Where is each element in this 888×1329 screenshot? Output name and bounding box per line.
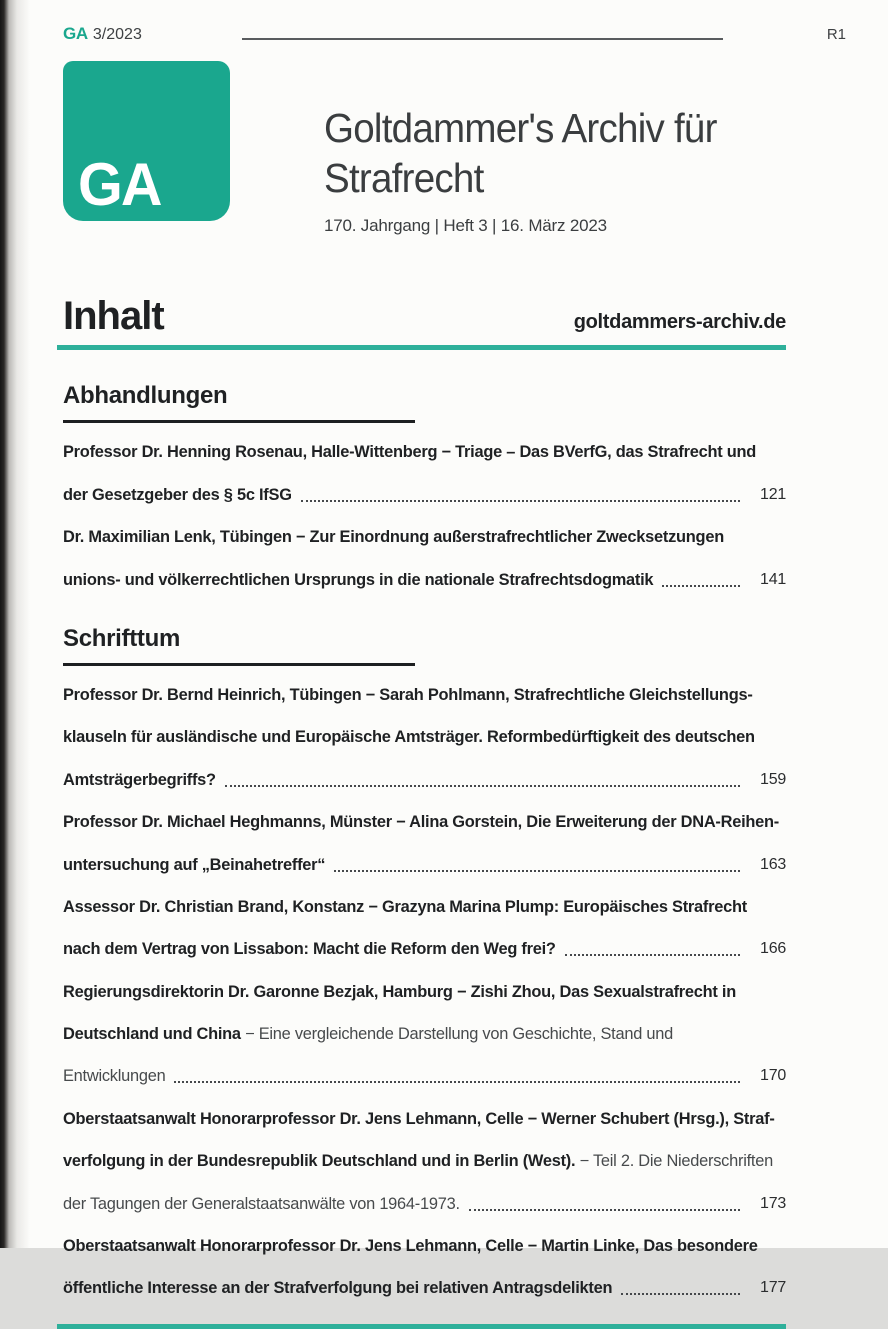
entry-line: der Gesetzgeber des § 5c IfSG [63, 485, 292, 504]
entry-line: Regierungsdirektorin Dr. Garonne Bezjak, Hamburg − Zishi Zhou, Das Sexualstrafrecht in [63, 982, 736, 1001]
dot-leader [565, 954, 740, 956]
teal-divider-top [57, 345, 786, 350]
journal-title-block [324, 61, 742, 236]
contents-heading: Inhalt [63, 294, 164, 338]
section-entries [63, 439, 786, 592]
entry-line: Oberstaatsanwalt Honorarprofessor Dr. Jens Lehmann, Celle − Werner Schubert (Hrsg.), Straf- [63, 1109, 775, 1128]
running-head-brand [63, 24, 142, 45]
entry-line: nach dem Vertrag von Lissabon: Macht die Reform den Weg frei? [63, 940, 556, 959]
entry-line: klauseln für ausländische und Europäische Amtsträger. Reformbedürftigkeit des deutschen [63, 728, 755, 747]
dot-leader [662, 585, 740, 587]
dot-leader [225, 785, 740, 787]
dot-leader [334, 870, 740, 872]
toc-entry: Oberstaatsanwalt Honorarprofessor Dr. Jens Lehmann, Celle − Werner Schubert (Hrsg.), Straf- verfolgung in der Bundesrepublik Deutschland und in Berlin (West). − Teil 2. Die Niederschriften der Tagungen der Generalstaatsanwälte von 1964-1973. 173 [63, 1106, 786, 1217]
toc-content [0, 382, 888, 1301]
journal-logo [63, 61, 230, 221]
entry-line: Professor Dr. Bernd Heinrich, Tübingen − Sarah Pohlmann, Strafrechtliche Gleichstellungs- [63, 685, 753, 704]
dot-leader [174, 1081, 740, 1083]
toc-entry [63, 1233, 786, 1301]
page-number: 159 [760, 770, 786, 788]
entry-line: unions- und völkerrechtlichen Ursprungs in die nationale Strafrechtsdogmatik [63, 570, 654, 589]
page-number: 177 [760, 1279, 786, 1297]
toc-entry [63, 809, 786, 877]
dot-leader [469, 1209, 740, 1211]
contents-heading-row [0, 296, 888, 336]
section-heading-abhandlungen: Abhandlungen [63, 382, 228, 409]
masthead [0, 45, 888, 236]
entry-line: Deutschland und China [63, 1025, 246, 1044]
entry-line: Oberstaatsanwalt Honorarprofessor Dr. Jens Lehmann, Celle − Martin Linke, Das besondere [63, 1237, 758, 1256]
page-number: 141 [760, 570, 786, 588]
entry-line: Assessor Dr. Christian Brand, Konstanz − Grazyna Marina Plump: Europäisches Strafrecht [63, 897, 747, 916]
page-number: 170 [760, 1067, 786, 1085]
entry-line: Dr. Maximilian Lenk, Tübingen − Zur Einordnung außerstrafrechtlicher Zwecksetzungen [63, 528, 724, 547]
journal-title-line1: Goltdammer's Archiv für [324, 105, 717, 151]
entry-line: öffentliche Interesse an der Strafverfolgung bei relativen Antragsdelikten [63, 1279, 613, 1298]
dot-leader [621, 1293, 740, 1295]
running-head [0, 0, 888, 45]
issue-number: 3/2023 [92, 26, 142, 43]
section-underline [63, 420, 415, 423]
journal-logo-text: GA [78, 151, 161, 218]
page-number: 121 [760, 485, 786, 503]
toc-entry [63, 682, 786, 793]
entry-line: untersuchung auf „Beinahetreffer“ [63, 855, 326, 874]
journal-abbrev: GA [63, 24, 88, 43]
page-number: 166 [760, 940, 786, 958]
teal-divider-bottom [57, 1324, 786, 1329]
journal-website: goltdammers-archiv.de [573, 311, 786, 333]
page-number: 173 [760, 1194, 786, 1212]
toc-entry [63, 894, 786, 962]
journal-title-line2: Strafrecht [324, 155, 484, 201]
entry-line: verfolgung in der Bundesrepublik Deutschland und in Berlin (West). [63, 1152, 580, 1171]
dot-leader [301, 500, 740, 502]
toc-entry [63, 439, 786, 507]
section-entries [63, 682, 786, 1301]
page-reference: R1 [826, 26, 846, 43]
toc-entry [63, 524, 786, 592]
entry-line: Professor Dr. Henning Rosenau, Halle-Wittenberg − Triage – Das BVerfG, das Strafrecht und [63, 443, 757, 462]
journal-subtitle: 170. Jahrgang | Heft 3 | 16. März 2023 [324, 216, 607, 235]
running-head-rule [242, 38, 723, 40]
entry-line: Amtsträgerbegriffs? [63, 770, 216, 789]
toc-entry: Regierungsdirektorin Dr. Garonne Bezjak, Hamburg − Zishi Zhou, Das Sexualstrafrecht in Deutschland und China − Eine vergleichende Darstellung von Geschichte, Stand und Entwicklungen 170 [63, 979, 786, 1090]
section-underline [63, 663, 415, 666]
page-number: 163 [760, 855, 786, 873]
section-heading-schrifttum: Schrifttum [63, 624, 181, 652]
entry-line: Professor Dr. Michael Heghmanns, Münster − Alina Gorstein, Die Erweiterung der DNA-Reihen- [63, 813, 779, 832]
